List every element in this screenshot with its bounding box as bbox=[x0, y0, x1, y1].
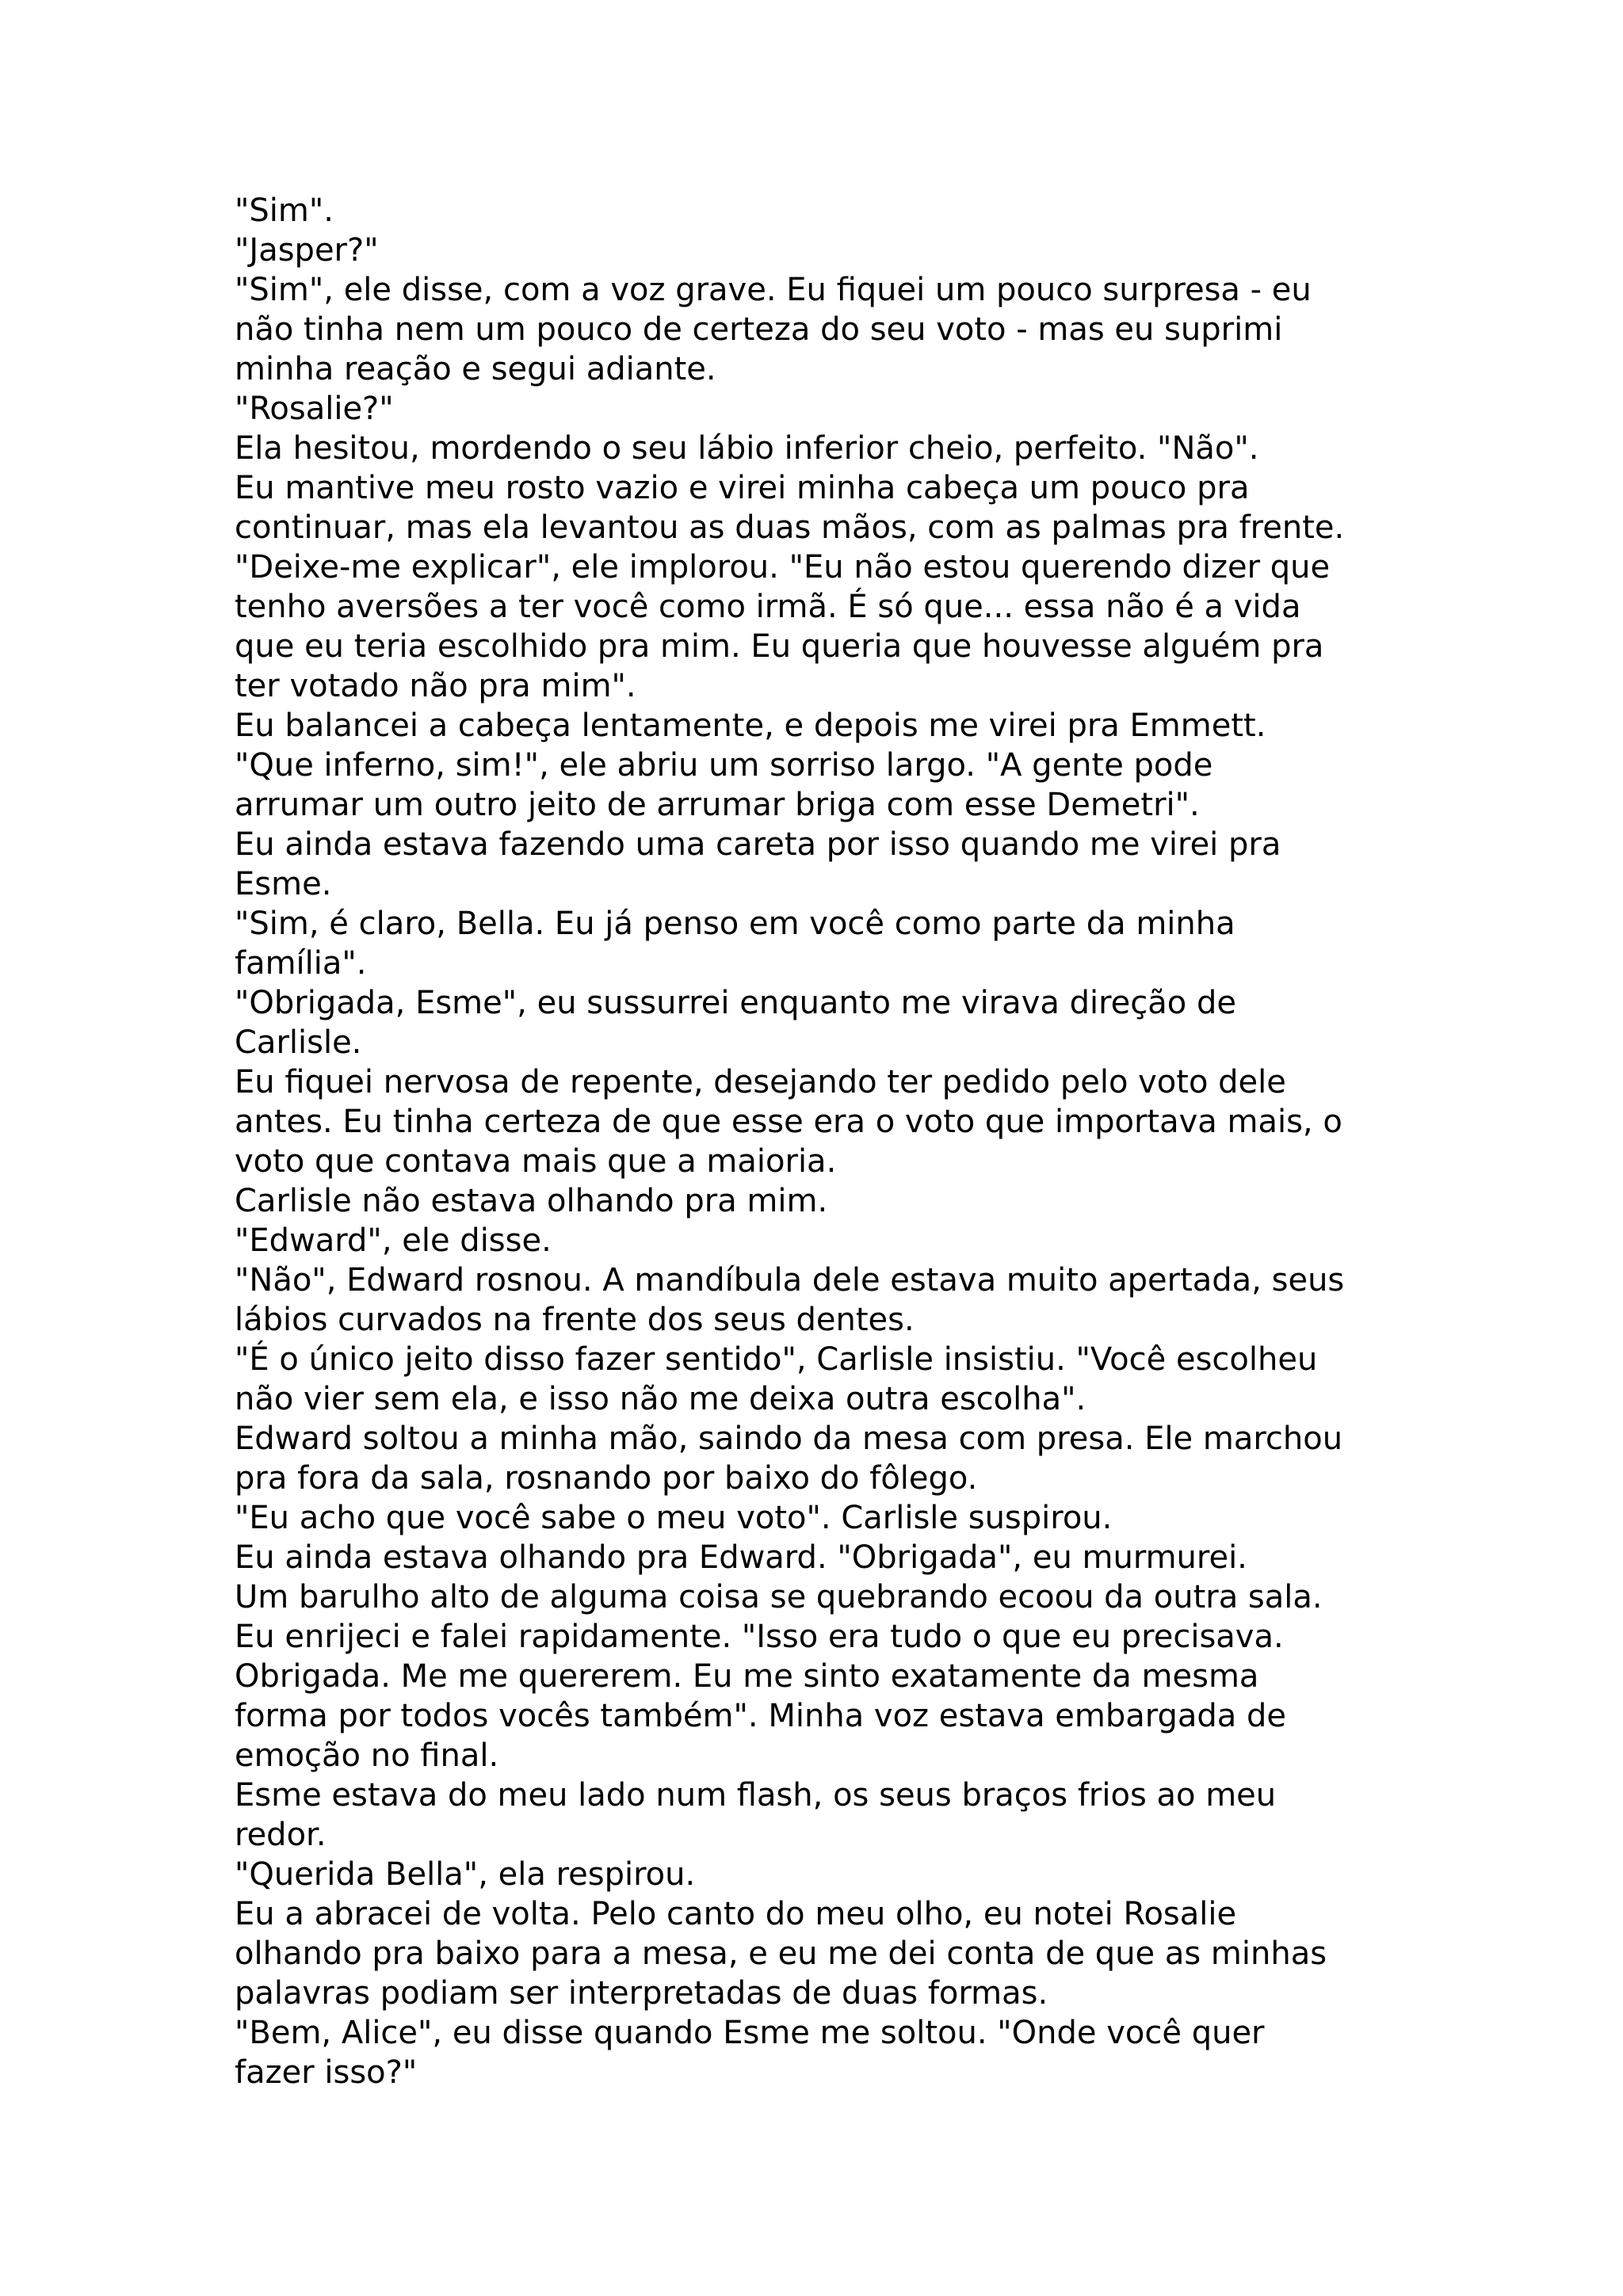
text-line: família". bbox=[235, 945, 367, 982]
text-line: Esme. bbox=[235, 866, 332, 902]
text-line: não vier sem ela, e isso não me deixa outra escolha". bbox=[235, 1381, 1086, 1417]
text-line: continuar, mas ela levantou as duas mãos, com as palmas pra frente. bbox=[235, 509, 1345, 546]
text-line: Eu ainda estava fazendo uma careta por isso quando me virei pra bbox=[235, 826, 1281, 863]
text-line: "Eu acho que você sabe o meu voto". Carlisle suspirou. bbox=[235, 1500, 1113, 1536]
text-line: fazer isso?" bbox=[235, 2054, 418, 2091]
text-line: ter votado não pra mim". bbox=[235, 668, 636, 704]
text-line: minha reação e segui adiante. bbox=[235, 351, 716, 387]
text-line: "Sim, é claro, Bella. Eu já penso em você como parte da minha bbox=[235, 906, 1235, 942]
text-line: pra fora da sala, rosnando por baixo do fôlego. bbox=[235, 1460, 978, 1497]
text-line: Esme estava do meu lado num flash, os seus braços frios ao meu bbox=[235, 1777, 1277, 1814]
text-line: lábios curvados na frente dos seus dentes. bbox=[235, 1302, 915, 1338]
text-line: "Sim". bbox=[235, 193, 334, 229]
text-line: Eu a abracei de volta. Pelo canto do meu olho, eu notei Rosalie bbox=[235, 1896, 1237, 1932]
text-line: Carlisle não estava olhando pra mim. bbox=[235, 1183, 828, 1219]
text-line: "Querida Bella", ela respirou. bbox=[235, 1856, 696, 1893]
text-line: arrumar um outro jeito de arrumar briga com esse Demetri". bbox=[235, 787, 1200, 823]
text-line: Obrigada. Me me quererem. Eu me sinto exatamente da mesma bbox=[235, 1658, 1259, 1695]
text-line: "Não", Edward rosnou. A mandíbula dele estava muito apertada, seus bbox=[235, 1262, 1345, 1299]
text-line: "Obrigada, Esme", eu sussurrei enquanto me virava direção de bbox=[235, 985, 1236, 1021]
text-line: antes. Eu tinha certeza de que esse era o voto que importava mais, o bbox=[235, 1104, 1342, 1140]
text-line: Edward soltou a minha mão, saindo da mesa com presa. Ele marchou bbox=[235, 1421, 1343, 1457]
text-line: forma por todos vocês também". Minha voz estava embargada de bbox=[235, 1698, 1287, 1734]
text-line: Ela hesitou, mordendo o seu lábio inferior cheio, perfeito. "Não". bbox=[235, 430, 1259, 467]
text-line: não tinha nem um pouco de certeza do seu voto - mas eu suprimi bbox=[235, 311, 1283, 348]
text-line: Eu balancei a cabeça lentamente, e depois me virei pra Emmett. bbox=[235, 707, 1266, 744]
text-line: "É o único jeito disso fazer sentido", Carlisle insistiu. "Você escolheu bbox=[235, 1341, 1318, 1378]
text-line: "Que inferno, sim!", ele abriu um sorriso largo. "A gente pode bbox=[235, 747, 1213, 784]
text-line: voto que contava mais que a maioria. bbox=[235, 1143, 837, 1180]
text-line: olhando pra baixo para a mesa, e eu me dei conta de que as minhas bbox=[235, 1936, 1327, 1972]
text-line: emoção no final. bbox=[235, 1737, 499, 1774]
text-line: "Jasper?" bbox=[235, 232, 379, 269]
text-line: "Bem, Alice", eu disse quando Esme me soltou. "Onde você quer bbox=[235, 2015, 1265, 2051]
text-line: Um barulho alto de alguma coisa se quebrando ecoou da outra sala. bbox=[235, 1579, 1323, 1615]
text-line: Eu enrijeci e falei rapidamente. "Isso era tudo o que eu precisava. bbox=[235, 1619, 1284, 1655]
text-line: Eu mantive meu rosto vazio e virei minha cabeça um pouco pra bbox=[235, 470, 1250, 506]
text-line: "Sim", ele disse, com a voz grave. Eu fiquei um pouco surpresa - eu bbox=[235, 272, 1312, 308]
text-line: que eu teria escolhido pra mim. Eu queria que houvesse alguém pra bbox=[235, 628, 1324, 665]
text-line: "Rosalie?" bbox=[235, 391, 394, 427]
body-text bbox=[235, 191, 1423, 2092]
text-line: redor. bbox=[235, 1817, 327, 1853]
text-line: "Deixe-me explicar", ele implorou. "Eu não estou querendo dizer que bbox=[235, 549, 1331, 585]
text-line: tenho aversões a ter você como irmã. É só que... essa não é a vida bbox=[235, 589, 1301, 625]
text-line: "Edward", ele disse. bbox=[235, 1222, 552, 1259]
text-line: Eu fiquei nervosa de repente, desejando ter pedido pelo voto dele bbox=[235, 1064, 1286, 1100]
text-line: Eu ainda estava olhando pra Edward. "Obrigada", eu murmurei. bbox=[235, 1539, 1247, 1576]
text-line: palavras podiam ser interpretadas de duas formas. bbox=[235, 1975, 1048, 2012]
text-line: Carlisle. bbox=[235, 1024, 362, 1061]
